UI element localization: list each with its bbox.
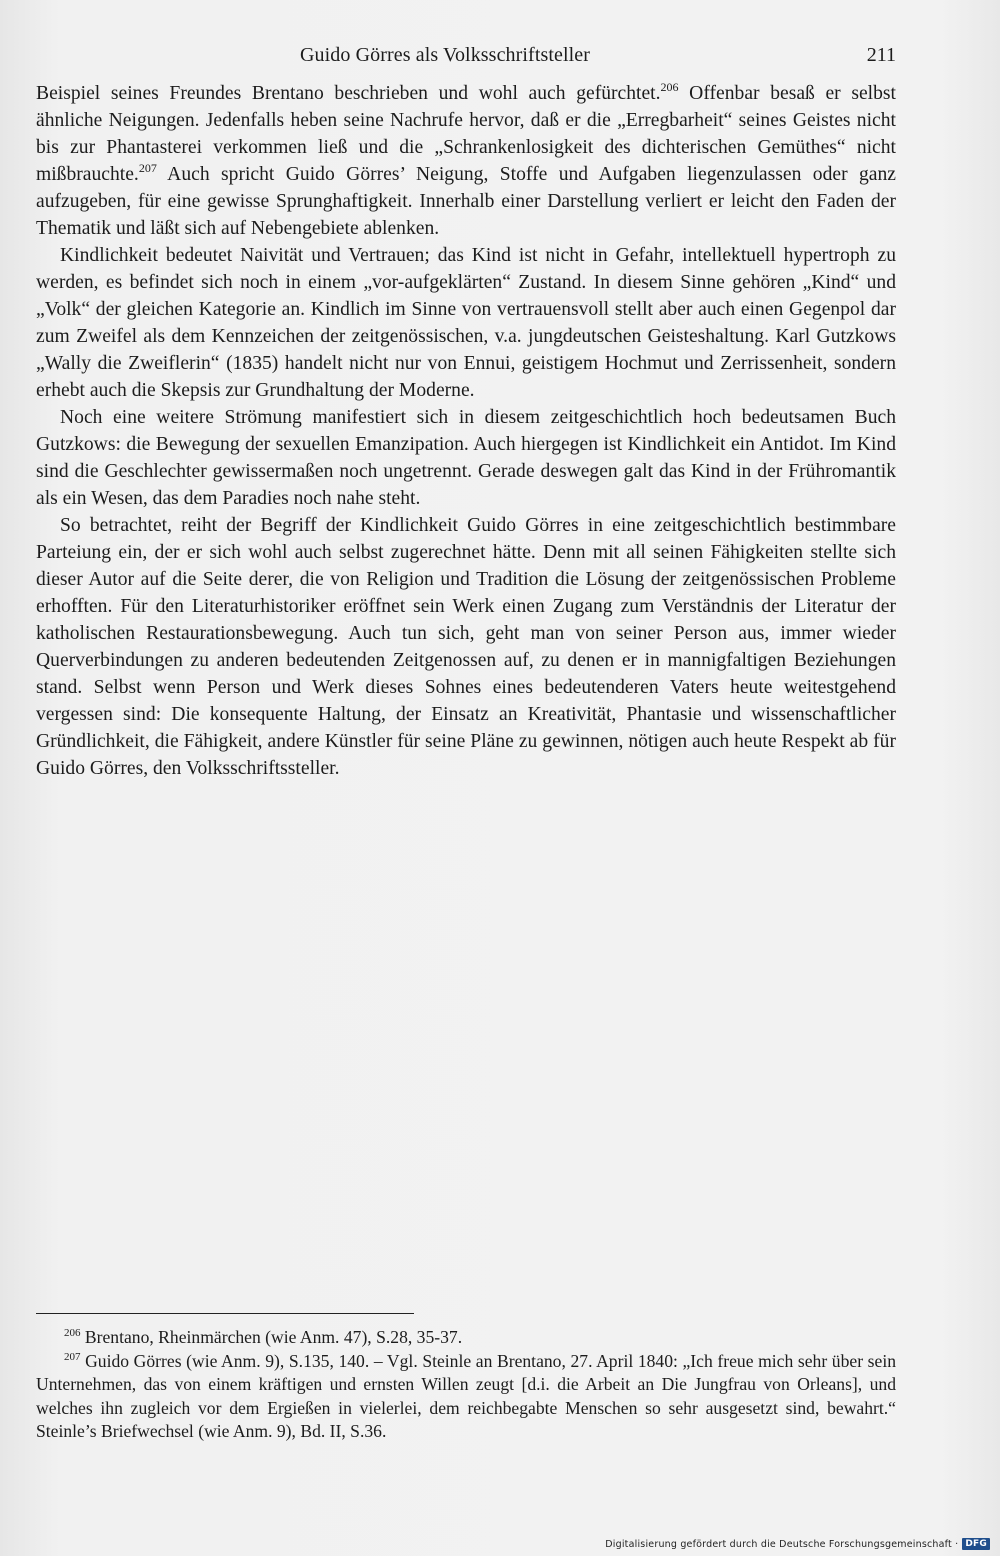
- running-title: Guido Görres als Volksschriftsteller: [300, 44, 591, 66]
- footnote-number: 206: [64, 1327, 81, 1339]
- dfg-logo: DFG: [962, 1538, 990, 1550]
- running-head: [36, 40, 896, 72]
- page-number: 211: [866, 44, 896, 66]
- paragraph-1-part-b: Offenbar besaß er selbst ähnliche Neigungen. Jedenfalls heben seine Nachrufe hervor, daß er die „Erregbarheit“ seines Geistes nicht bis zur Phantasterei verkommen ließ und die „Schrankenlosigkeit des dichterischen Gemüthes“ nicht mißbrauchte.: [36, 83, 896, 185]
- paragraph-4: So betrachtet, reiht der Begriff der Kindlichkeit Guido Görres in eine zeitgeschichtlich bestimmbare Parteiung ein, der er sich wohl auch selbst zugerechnet hätte. Denn mit all seinen Fähigkeiten stellte sich dieser Autor auf die Seite derer, die von Religion und Tradition die Lösung der zeitgenössischen Probleme erhofften. Für den Literaturhistoriker eröffnet sein Werk einen Zugang zum Verständnis der Literatur der katholischen Restaurationsbewegung. Auch tun sich, geht man von seiner Person aus, immer wieder Querverbindungen zu anderen bedeutenden Zeitgenossen auf, zu denen er in mannigfaltigen Beziehungen stand. Selbst wenn Person und Werk dieses Sohnes eines bedeutenderen Vaters heute weitestgehend vergessen sind: Die konsequente Haltung, der Einsatz an Kreativität, Phantasie und wissenschaftlicher Gründlichkeit, die Fähigkeit, andere Künstler für seine Pläne zu gewinnen, nötigen auch heute Respekt ab für Guido Görres, den Volksschriftssteller.: [36, 515, 896, 779]
- paragraph-1: [36, 80, 896, 242]
- footnote-ref-206: 206: [660, 80, 679, 94]
- paragraph-2: Kindlichkeit bedeutet Naivität und Vertrauen; das Kind ist nicht in Gefahr, intellektuell hypertroph zu werden, es befindet sich noch in einem „vor-aufgeklärten“ Zustand. In diesem Sinne gehören „Kind“ und „Volk“ der gleichen Kategorie an. Kindlich im Sinne von vertrauensvoll stellt aber auch einen Gegenpol dar zum Zweifel als dem Kennzeichen der zeitgenössischen, v.a. jungdeutschen Geisteshaltung. Karl Gutzkows „Wally die Zweiflerin“ (1835) handelt nicht nur von Ennui, geistigem Hochmut und Zerrissenheit, sondern erhebt auch die Skepsis zur Grundhaltung der Moderne.: [36, 245, 896, 401]
- footnote-divider: [36, 1313, 414, 1314]
- paragraph-1-part-a: Beispiel seines Freundes Brentano beschrieben und wohl auch gefürchtet.: [36, 83, 661, 104]
- credit-text: Digitalisierung gefördert durch die Deutsche Forschungsgemeinschaft ·: [605, 1538, 959, 1550]
- digitization-credit: [605, 1538, 990, 1550]
- body-text: [36, 80, 896, 782]
- footnotes: [36, 1326, 896, 1444]
- footnote-text: Guido Görres (wie Anm. 9), S.135, 140. – Vgl. Steinle an Brentano, 27. April 1840: „Ich freue mich sehr über sein Unternehmen, das von einem kräftigen und ernsten Willen zeugt [d.i. die Arbeit an Die Jungfrau von Orleans], und welches ihn zugleich vor dem Ergießen in vielerlei, dem reichbegabte Menschen so sehr ausgesetzt sind, bewahrt.“ Steinle’s Briefwechsel (wie Anm. 9), Bd. II, S.36.: [36, 1350, 896, 1441]
- paragraph-3: Noch eine weitere Strömung manifestiert sich in diesem zeitgeschichtlich hoch bedeutsamen Buch Gutzkows: die Bewegung der sexuellen Emanzipation. Auch hiergegen ist Kindlichkeit ein Antidot. Im Kind sind die Geschlechter gewissermaßen noch ungetrennt. Gerade deswegen galt das Kind in der Frühromantik als ein Wesen, das dem Paradies noch nahe steht.: [36, 407, 896, 509]
- footnote-207: [36, 1350, 896, 1444]
- footnote-number: 207: [64, 1350, 81, 1363]
- paragraph-1-part-c: Auch spricht Guido Görres’ Neigung, Stoffe und Aufgaben liegenzulassen oder ganz aufzugeben, für eine gewisse Sprunghaftigkeit. Innerhalb einer Darstellung verliert er leicht den Faden der Thematik und läßt sich auf Nebengebiete ablenken.: [36, 164, 896, 239]
- footnote-text: Brentano, Rheinmärchen (wie Anm. 47), S.28, 35-37.: [80, 1327, 463, 1347]
- footnote-ref-207: 207: [138, 161, 157, 175]
- footnote-206: [36, 1326, 896, 1350]
